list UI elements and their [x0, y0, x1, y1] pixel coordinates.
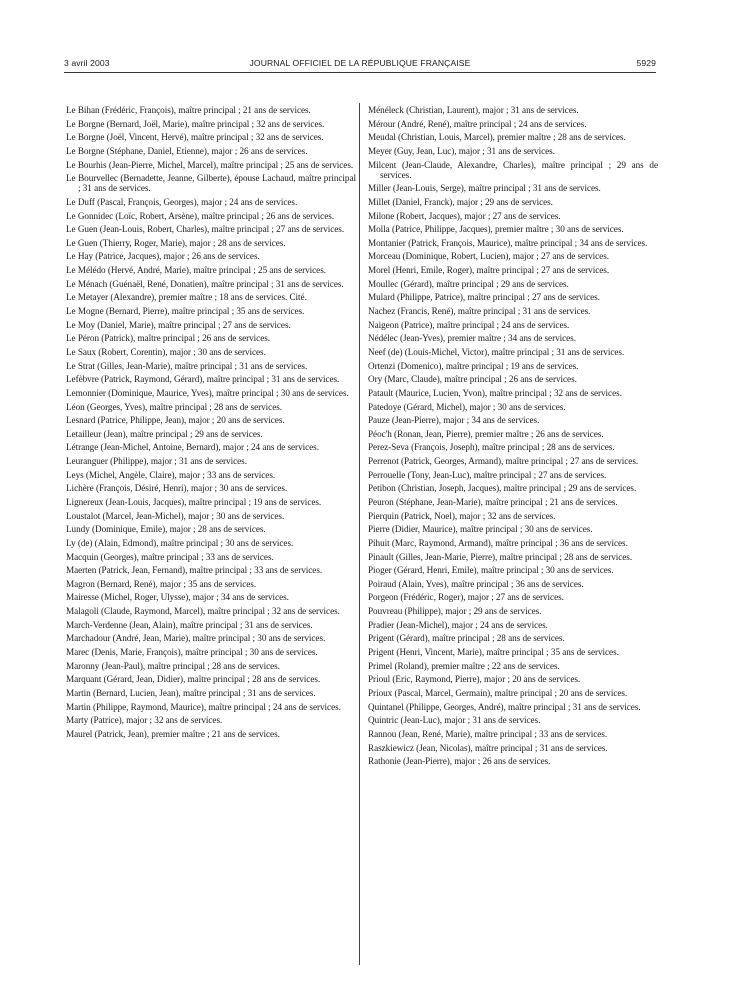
list-entry: Neef (de) (Louis-Michel, Victor), maître principal ; 31 ans de services. [368, 346, 625, 357]
page-number: 5929 [636, 58, 656, 68]
list-entry: Pradier (Jean-Michel), major ; 24 ans de services. [368, 619, 548, 630]
list-entry: Lignereux (Jean-Louis, Jacques), maître principal ; 19 ans de services. [66, 496, 322, 507]
list-entry: Prioul (Eric, Raymond, Pierre), major ; 20 ans de services. [368, 674, 581, 685]
list-entry: Pierre (Didier, Maurice), maître principal ; 30 ans de services. [368, 524, 593, 535]
list-entry: Leys (Michel, Angèle, Claire), major ; 33 ans de services. [66, 469, 276, 480]
list-entry: Prigent (Henri, Vincent, Marie), maître principal ; 35 ans de services. [368, 647, 619, 658]
list-entry: Meudal (Christian, Louis, Marcel), premier maître ; 28 ans de services. [368, 132, 626, 143]
list-entry: Primel (Roland), premier maître ; 22 ans de services. [368, 660, 560, 671]
list-entry: Le Gonnidec (Loïc, Robert, Arsène), maître principal ; 26 ans de services. [66, 210, 335, 221]
list-entry: Martin (Philippe, Raymond, Maurice), maître principal ; 24 ans de services. [66, 701, 341, 712]
list-entry: Meyer (Guy, Jean, Luc), major ; 31 ans de services. [368, 145, 555, 156]
list-entry: Le Borgne (Bernard, Joël, Marie), maître principal ; 32 ans de services. [66, 118, 325, 129]
list-entry: Moullec (Gérard), maître principal ; 29 ans de services. [368, 278, 569, 289]
list-entry: Le Ménach (Guénaël, René, Donatien), maître principal ; 31 ans de services. [66, 278, 344, 289]
list-entry: Quintric (Jean-Luc), major ; 31 ans de services. [368, 715, 541, 726]
list-entry: Lemonnier (Dominique, Maurice, Yves), maître principal ; 30 ans de services. [66, 387, 349, 398]
list-entry: Millet (Daniel, Franck), major ; 29 ans de services. [368, 196, 553, 207]
list-entry: Pioger (Gérard, Henri, Emile), maître principal ; 30 ans de services. [368, 565, 614, 576]
list-entry: Péoc'h (Ronan, Jean, Pierre), premier maître ; 26 ans de services. [368, 428, 604, 439]
list-entry: Nédélec (Jean-Yves), premier maître ; 34 ans de services. [368, 333, 576, 344]
list-entry: March-Verdenne (Jean, Alain), maître principal ; 31 ans de services. [66, 619, 313, 630]
list-entry: Le Saux (Robert, Corentin), major ; 30 ans de services. [66, 346, 266, 357]
list-entry: Pauze (Jean-Pierre), major ; 34 ans de services. [368, 415, 540, 426]
list-entry: Le Duff (Pascal, François, Georges), major ; 24 ans de services. [66, 196, 298, 207]
list-entry: Rannou (Jean, René, Marie), maître principal ; 33 ans de services. [368, 728, 608, 739]
list-entry: Le Moy (Daniel, Marie), maître principal ; 27 ans de services. [66, 319, 291, 330]
list-entry: Perez-Seva (François, Joseph), maître principal ; 28 ans de services. [368, 442, 615, 453]
list-entry: Le Mélédo (Hervé, André, Marie), maître principal ; 25 ans de services. [66, 265, 326, 276]
list-entry: Maerten (Patrick, Jean, Fernand), maître principal ; 33 ans de services. [66, 565, 323, 576]
list-entry: Loustalot (Marcel, Jean-Michel), major ; 30 ans de services. [66, 510, 285, 521]
list-entry: Macquin (Georges), maître principal ; 33 ans de services. [66, 551, 274, 562]
journal-title: JOURNAL OFFICIEL DE LA RÉPUBLIQUE FRANÇAISE [249, 58, 471, 68]
list-entry: Le Bihan (Frédéric, François), maître principal ; 21 ans de services. [66, 105, 311, 115]
list-entry: Maurel (Patrick, Jean), premier maître ; 21 ans de services. [66, 728, 280, 739]
list-entry: Naigeon (Patrice), maître principal ; 24 ans de services. [368, 319, 570, 330]
list-entry: Perrenot (Patrick, Georges, Armand), maître principal ; 27 ans de services. [368, 456, 639, 467]
list-entry: Pierquin (Patrick, Noel), major ; 32 ans de services. [368, 510, 556, 521]
list-entry: Montanier (Patrick, François, Maurice), maître principal ; 34 ans de services. [368, 237, 648, 248]
list-entry: Morel (Henri, Emile, Roger), maître principal ; 27 ans de services. [368, 265, 610, 276]
list-entry: Milcent (Jean-Claude, Alexandre, Charles), maître principal ; 29 ans de services. [368, 159, 658, 180]
right-column [368, 105, 658, 770]
list-entry: Rathonie (Jean-Pierre), major ; 26 ans de services. [368, 756, 551, 767]
list-entry: Marty (Patrice), major ; 32 ans de services. [66, 715, 223, 726]
left-column [66, 105, 356, 743]
list-entry: Ly (de) (Alain, Edmond), maître principal ; 30 ans de services. [66, 537, 294, 548]
list-entry: Pihuit (Marc, Raymond, Armand), maître principal ; 36 ans de services. [368, 537, 628, 548]
list-entry: Nachez (Francis, René), maître principal ; 31 ans de services. [368, 306, 591, 317]
list-entry: Le Mogne (Bernard, Pierre), maître principal ; 35 ans de services. [66, 306, 305, 317]
list-entry: Le Bourvellec (Bernadette, Jeanne, Gilberte), épouse Lachaud, maître principal ; 31 ans de services. [66, 173, 356, 194]
list-entry: Prigent (Gérard), maître principal ; 28 ans de services. [368, 633, 565, 644]
list-entry: Le Hay (Patrice, Jacques), major ; 26 ans de services. [66, 251, 260, 262]
list-entry: Magron (Bernard, René), major ; 35 ans de services. [66, 578, 257, 589]
list-entry: Le Bourhis (Jean-Pierre, Michel, Marcel), maître principal ; 25 ans de services. [66, 159, 354, 170]
list-entry: Milone (Robert, Jacques), major ; 27 ans de services. [368, 210, 561, 221]
list-entry: Le Péron (Patrick), maître principal ; 26 ans de services. [66, 333, 271, 344]
list-entry: Le Metayer (Alexandre), premier maître ; 18 ans de services. Cité. [66, 292, 307, 303]
list-entry: Mairesse (Michel, Roger, Ulysse), major ; 34 ans de services. [66, 592, 289, 603]
list-entry: Marec (Denis, Marie, François), maître principal ; 30 ans de services. [66, 647, 318, 658]
list-entry: Ortenzi (Domenico), maître principal ; 19 ans de services. [368, 360, 579, 371]
list-entry: Lundy (Dominique, Emile), major ; 28 ans de services. [66, 524, 266, 535]
list-entry: Létrange (Jean-Michel, Antoine, Bernard), major ; 24 ans de services. [66, 442, 319, 453]
list-entry: Mérour (André, René), maître principal ; 24 ans de services. [368, 118, 587, 129]
list-entry: Le Guen (Jean-Louis, Robert, Charles), maître principal ; 27 ans de services. [66, 224, 345, 235]
list-entry: Prioux (Pascal, Marcel, Germain), maître principal ; 20 ans de services. [368, 687, 628, 698]
list-entry: Poiraud (Alain, Yves), maître principal ; 36 ans de services. [368, 578, 584, 589]
list-entry: Ménéleck (Christian, Laurent), major ; 31 ans de services. [368, 105, 579, 115]
list-entry: Patedoye (Gérard, Michel), major ; 30 ans de services. [368, 401, 566, 412]
list-entry: Porgeon (Frédéric, Roger), major ; 27 ans de services. [368, 592, 564, 603]
list-entry: Letailleur (Jean), maître principal ; 29 ans de services. [66, 428, 263, 439]
header-rule [64, 72, 656, 73]
list-entry: Perrouelle (Tony, Jean-Luc), maître principal ; 27 ans de services. [368, 469, 607, 480]
list-entry: Raszkiewicz (Jean, Nicolas), maître principal ; 31 ans de services. [368, 742, 608, 753]
list-entry: Le Guen (Thierry, Roger, Marie), major ; 28 ans de services. [66, 237, 286, 248]
page-header [64, 58, 656, 72]
list-entry: Leuranguer (Philippe), major ; 31 ans de services. [66, 456, 247, 467]
list-entry: Martin (Bernard, Lucien, Jean), maître principal ; 31 ans de services. [66, 687, 316, 698]
list-entry: Mulard (Philippe, Patrice), maître principal ; 27 ans de services. [368, 292, 600, 303]
column-divider [359, 103, 360, 965]
list-entry: Pinault (Gilles, Jean-Marie, Pierre), maître principal ; 28 ans de services. [368, 551, 633, 562]
list-entry: Marquant (Gérard, Jean, Didier), maître principal ; 28 ans de services. [66, 674, 321, 685]
list-entry: Patault (Maurice, Lucien, Yvon), maître principal ; 32 ans de services. [368, 387, 622, 398]
list-entry: Molla (Patrice, Philippe, Jacques), premier maître ; 30 ans de services. [368, 224, 624, 235]
list-entry: Le Borgne (Joël, Vincent, Hervé), maître principal ; 32 ans de services. [66, 132, 324, 143]
list-entry: Lefèbvre (Patrick, Raymond, Gérard), maître principal ; 31 ans de services. [66, 374, 340, 385]
list-entry: Miller (Jean-Louis, Serge), maître principal ; 31 ans de services. [368, 183, 601, 194]
list-entry: Léon (Georges, Yves), maître principal ; 28 ans de services. [66, 401, 282, 412]
list-entry: Maronny (Jean-Paul), maître principal ; 28 ans de services. [66, 660, 280, 671]
list-entry: Peuron (Stéphane, Jean-Marie), maître principal ; 21 ans de services. [368, 496, 618, 507]
list-entry: Quintanel (Philippe, Georges, André), maître principal ; 31 ans de services. [368, 701, 641, 712]
list-entry: Le Strat (Gilles, Jean-Marie), maître principal ; 31 ans de services. [66, 360, 308, 371]
list-entry: Lichère (François, Désiré, Henri), major ; 30 ans de services. [66, 483, 288, 494]
list-entry: Le Borgne (Stéphane, Daniel, Etienne), major ; 26 ans de services. [66, 145, 308, 156]
list-entry: Ory (Marc, Claude), maître principal ; 26 ans de services. [368, 374, 577, 385]
list-entry: Malagoli (Claude, Raymond, Marcel), maître principal ; 32 ans de services. [66, 606, 340, 617]
list-entry: Lesnard (Patrice, Philippe, Jean), major ; 20 ans de services. [66, 415, 285, 426]
header-date: 3 avril 2003 [64, 58, 110, 68]
list-entry: Marchadour (André, Jean, Marie), maître principal ; 30 ans de services. [66, 633, 326, 644]
list-entry: Pouvreau (Philippe), major ; 29 ans de services. [368, 606, 542, 617]
list-entry: Morceau (Dominique, Robert, Lucien), major ; 27 ans de services. [368, 251, 609, 262]
list-entry: Petibon (Christian, Joseph, Jacques), maître principal ; 29 ans de services. [368, 483, 637, 494]
